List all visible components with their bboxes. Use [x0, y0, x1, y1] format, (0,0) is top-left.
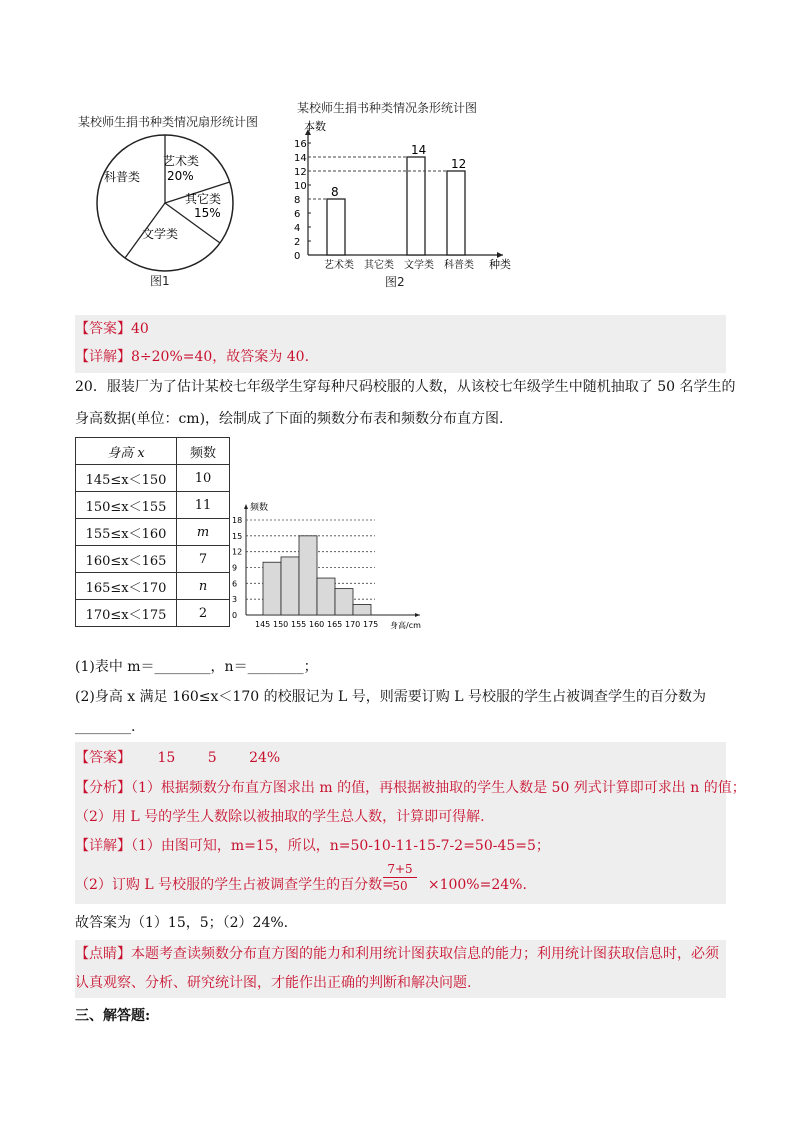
table-cell: 2 — [177, 600, 230, 627]
table-cell: 10 — [177, 465, 230, 492]
table-row — [76, 465, 230, 492]
x-tick-label: 艺术类 — [324, 260, 354, 271]
x-tick-label: 145 — [255, 620, 271, 629]
table-row — [76, 519, 230, 546]
table-cell: 11 — [177, 492, 230, 519]
fraction — [383, 862, 417, 894]
x-tick-label: 文学类 — [404, 260, 434, 271]
x-tick-label: 150 — [273, 620, 289, 629]
y-tick-label: 0 — [294, 251, 301, 262]
answer-line-q20 — [75, 748, 280, 768]
table-cell: 150≤x＜155 — [76, 492, 177, 519]
table-cell: 145≤x＜150 — [76, 465, 177, 492]
table-row — [76, 573, 230, 600]
table-cell: 160≤x＜165 — [76, 546, 177, 573]
histogram-bar — [263, 562, 281, 615]
answer-tag: 【答案】 — [75, 750, 131, 766]
comment-line1: 【点睛】本题考查读频数分布直方图的能力和利用统计图获取信息的能力；利用统计图获取信息时，必须 — [75, 946, 719, 962]
table-cell: 7 — [177, 546, 230, 573]
answer-value: 40 — [131, 321, 149, 337]
x-tick-label: 170 — [345, 620, 361, 629]
analysis-line1: 【分析】（1）根据频数分布直方图求出 m 的值，再根据被抽取的学生人数是 50 列式计算即可求出 n 的值； — [75, 780, 746, 796]
detail-tag: 【详解】 — [75, 349, 131, 365]
answer-value: 5 — [207, 750, 217, 766]
table-cell: 165≤x＜170 — [76, 573, 177, 600]
y-tick-label: 2 — [294, 237, 301, 248]
table-cell: n — [177, 573, 230, 600]
pie-label-other: 其它类 — [185, 192, 222, 206]
y-axis-label: 本数 — [304, 120, 326, 133]
x-tick-label: 160 — [309, 620, 325, 629]
x-tick-label: 科普类 — [444, 260, 474, 271]
pie-label-art-pct: 20% — [167, 169, 194, 183]
bar — [327, 199, 345, 255]
detail-line-q19 — [75, 347, 309, 367]
answer-line-q19 — [75, 319, 149, 339]
conclusion-line: 故答案为（1）15，5；（2）24%. — [75, 915, 289, 931]
frequency-table — [75, 437, 230, 627]
q20-sub1: (1)表中 m＝________，n＝________； — [75, 659, 318, 675]
answer-value: 24% — [249, 750, 281, 766]
answer-tag: 【答案】 — [75, 321, 131, 337]
table-cell: 155≤x＜160 — [76, 519, 177, 546]
pie-label-science: 科普类 — [104, 170, 141, 184]
pie-label-other-pct: 15% — [194, 206, 221, 220]
data-label: 8 — [331, 185, 339, 199]
fraction-numerator: 7+5 — [383, 862, 417, 878]
bar-chart — [275, 115, 535, 275]
table-row — [76, 546, 230, 573]
q20-stem-line1: 20．服装厂为了估计某校七年级学生穿每种尺码校服的人数，从该校七年级学生中随机抽取了 50 名学生的 — [75, 379, 736, 395]
table-cell: 170≤x＜175 — [76, 600, 177, 627]
y-tick-label: 16 — [294, 139, 307, 150]
q20-sub2-blank: ________. — [75, 719, 136, 735]
histogram-bar — [317, 578, 335, 615]
pie-label-literature: 文学类 — [142, 227, 179, 241]
y-axis-arrow — [244, 504, 248, 509]
table-row — [76, 600, 230, 627]
x-tick-label: 155 — [291, 620, 307, 629]
q20-sub2: (2)身高 x 满足 160≤x＜170 的校服记为 L 号，则需要订购 L 号校服的学生占被调查学生的百分数为 — [75, 689, 706, 705]
y-tick-label: 12 — [294, 167, 307, 178]
fraction-denominator: 50 — [392, 879, 408, 893]
pie-chart-title: 某校师生捐书种类情况扇形统计图 — [78, 115, 259, 129]
y-tick-label: 12 — [232, 547, 243, 557]
x-axis-label: 身高/cm — [390, 621, 421, 630]
y-tick-label: 3 — [232, 595, 238, 605]
table-row — [76, 492, 230, 519]
answer-value: 15 — [157, 750, 176, 766]
table-header: 频数 — [177, 438, 230, 465]
x-axis-arrow — [415, 613, 420, 617]
histogram-bar — [281, 557, 299, 615]
bar — [447, 171, 465, 255]
y-tick-label: 18 — [232, 516, 243, 525]
detail-line2: （2）订购 L 号校服的学生占被调查学生的百分数= ×100%=24%. — [75, 877, 527, 893]
y-tick-label: 6 — [294, 209, 301, 220]
x-axis-label: 种类 — [489, 258, 511, 271]
comment-tag: 【点睛】 — [75, 946, 131, 962]
table-cell: m — [177, 519, 230, 546]
y-tick-label: 8 — [294, 195, 301, 206]
pie-caption: 图1 — [150, 274, 170, 288]
y-tick-label: 9 — [232, 563, 238, 573]
y-tick-label: 4 — [294, 223, 301, 234]
detail-text: 8÷20%=40，故答案为 40. — [131, 349, 310, 365]
section-heading: 三、解答题: — [75, 1008, 151, 1024]
histogram-bar — [353, 604, 371, 615]
y-tick-label: 10 — [294, 181, 307, 192]
q20-stem-line2: 身高数据(单位：cm)，绘制成了下面的频数分布表和频数分布直方图. — [75, 411, 504, 427]
pie-label-art: 艺术类 — [163, 154, 200, 168]
pie-chart — [90, 128, 240, 278]
bar — [407, 157, 425, 255]
histogram-bar — [335, 589, 353, 615]
x-tick-label: 165 — [327, 620, 343, 629]
bar-chart-title: 某校师生捐书种类情况条形统计图 — [297, 101, 478, 115]
data-label: 14 — [411, 143, 427, 157]
detail-tag: 【详解】 — [75, 838, 131, 854]
analysis-tag: 【分析】 — [75, 780, 131, 796]
data-label: 12 — [451, 157, 467, 171]
y-axis-label: 频数 — [250, 503, 269, 513]
y-tick-label: 0 — [232, 611, 238, 620]
analysis-line2: （2）用 L 号的学生人数除以被抽取的学生总人数，计算即可得解. — [75, 809, 485, 825]
table-header-row — [76, 438, 230, 465]
bar-caption: 图2 — [385, 275, 405, 289]
y-tick-label: 15 — [232, 531, 243, 541]
histogram — [230, 500, 430, 635]
comment-line2: 认真观察、分析、研究统计图，才能作出正确的判断和解决问题. — [75, 975, 472, 991]
table-header: 身高 x — [76, 438, 177, 465]
detail-line1: 【详解】（1）由图可知，m=15，所以，n=50-10-11-15-7-2=50-45=5； — [75, 838, 550, 854]
y-tick-label: 6 — [232, 579, 238, 589]
x-tick-label: 其它类 — [364, 260, 394, 271]
x-tick-label: 175 — [363, 620, 379, 629]
y-tick-label: 14 — [294, 153, 307, 164]
histogram-bar — [299, 536, 317, 615]
